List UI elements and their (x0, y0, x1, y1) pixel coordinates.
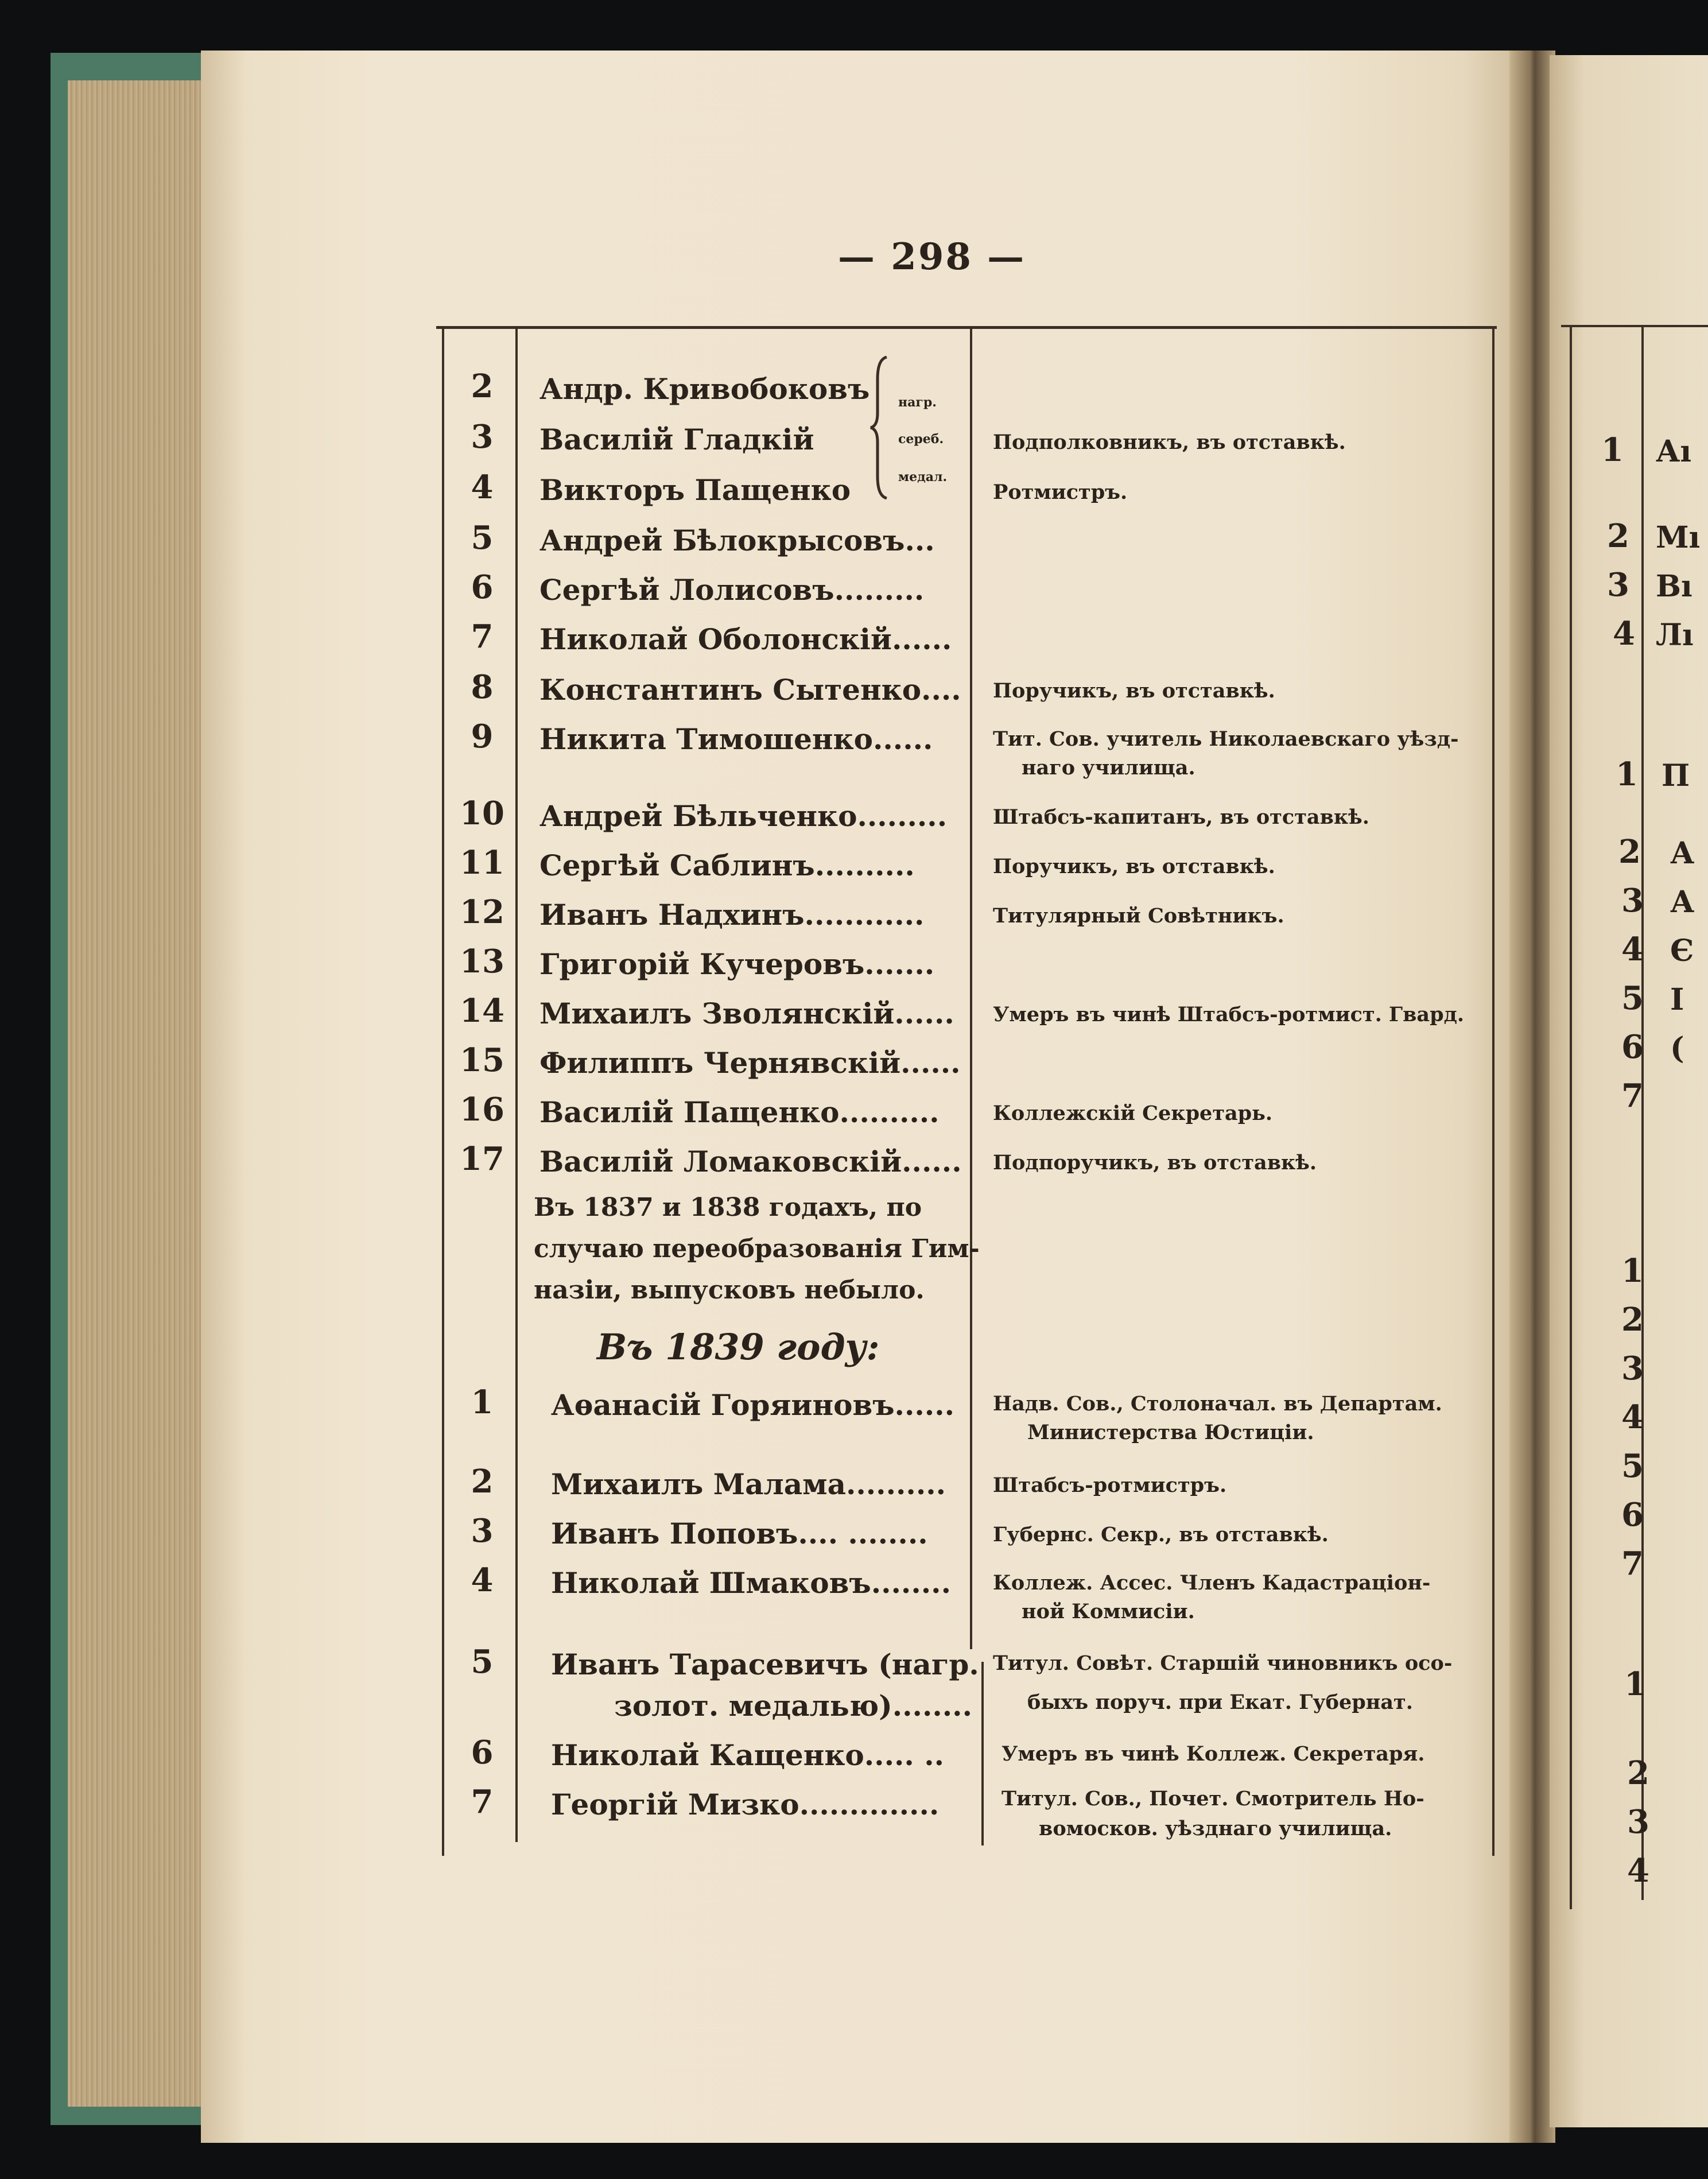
student-name: Иванъ Поповъ.... ........ (551, 1517, 928, 1550)
row-number: 17 (460, 1140, 504, 1178)
brace-mark (869, 356, 890, 499)
right-page-number: 7 (1621, 1077, 1644, 1115)
number-column-rule (515, 329, 518, 1842)
student-name: Василій Гладкій (539, 422, 814, 456)
student-name: Иванъ Тарасевичъ (нагр. (551, 1647, 979, 1681)
career-note: Штабсъ-капитанъ, въ отставкѣ. (993, 805, 1369, 829)
right-page-number: 4 (1621, 930, 1644, 968)
note-paragraph-line: случаю переобразованія Гим- (534, 1234, 980, 1263)
row-number: 2 (471, 1463, 494, 1501)
name-column-rule (970, 329, 972, 1649)
right-page-table-rule (1570, 325, 1572, 1909)
student-name: Михаилъ Малама.......... (551, 1467, 946, 1501)
row-number: 9 (471, 718, 494, 755)
student-name: Никита Тимошенко...... (539, 722, 933, 756)
row-number: 14 (460, 992, 504, 1030)
student-name: Сергѣй Саблинъ.......... (539, 848, 915, 882)
row-number: 5 (471, 519, 494, 557)
table-right-rule (1492, 329, 1495, 1856)
right-page-fragment: А (1670, 885, 1695, 920)
student-name-continued: золот. медалью)........ (614, 1689, 972, 1723)
career-note: Коллеж. Ассес. Членъ Кадастраціон- (993, 1571, 1431, 1595)
career-note: Коллежскій Секретарь. (993, 1102, 1273, 1125)
row-number: 2 (471, 367, 494, 405)
student-name: Сергѣй Лолисовъ......... (539, 573, 925, 607)
right-page-fragment: Лı (1656, 618, 1694, 653)
right-page-number: 1 (1616, 755, 1638, 793)
right-page-number: 2 (1618, 833, 1641, 871)
row-number: 4 (471, 1561, 494, 1599)
career-note-continued: наго училища. (1022, 756, 1195, 780)
row-number: 8 (471, 668, 494, 706)
career-note: Титул. Совѣт. Старшій чиновникъ осо- (993, 1651, 1453, 1675)
table-top-rule (436, 326, 1497, 329)
career-note: Титул. Сов., Почет. Смотритель Но- (1001, 1787, 1424, 1810)
right-page-number: 3 (1621, 882, 1644, 920)
student-name: Андрей Бѣлокрысовъ... (539, 524, 935, 557)
right-page-number: 4 (1627, 1852, 1649, 1890)
student-name: Михаилъ Зволянскій...... (539, 997, 954, 1030)
row-number: 12 (460, 893, 504, 931)
career-note: Подполковникъ, въ отставкѣ. (993, 431, 1346, 454)
career-note: Титулярный Совѣтникъ. (993, 904, 1284, 928)
student-name: Николай Шмаковъ........ (551, 1566, 951, 1600)
right-page (1550, 55, 1708, 2127)
page-block-edge (68, 80, 211, 2107)
career-note: Умеръ въ чинѣ Штабсъ-ротмист. Гвард. (993, 1003, 1465, 1026)
student-name: Григорій Кучеровъ....... (539, 947, 935, 981)
row-number: 11 (460, 844, 504, 882)
student-name: Андрей Бѣльченко......... (539, 799, 948, 833)
row-number: 10 (460, 794, 504, 832)
brace-label: сереб. (898, 432, 944, 447)
brace-label: нагр. (898, 395, 937, 410)
career-note: Подпоручикъ, въ отставкѣ. (993, 1151, 1317, 1174)
row-number: 15 (460, 1041, 504, 1079)
student-name: Константинъ Сытенко.... (539, 673, 961, 707)
student-name: Аѳанасій Горяиновъ...... (551, 1388, 955, 1422)
right-page-number: 7 (1621, 1545, 1644, 1583)
career-note: Тит. Сов. учитель Николаевскаго уѣзд- (993, 727, 1459, 751)
right-page-number: 6 (1621, 1028, 1644, 1066)
name-column-rule-lower (981, 1662, 984, 1845)
career-note: Штабсъ-ротмистръ. (993, 1474, 1227, 1497)
right-page-number: 1 (1621, 1252, 1644, 1290)
right-page-top-rule (1561, 325, 1708, 327)
row-number: 4 (471, 468, 494, 506)
row-number: 16 (460, 1091, 504, 1129)
brace-label: медал. (898, 470, 948, 484)
right-page-number: 5 (1621, 979, 1644, 1017)
row-number: 3 (471, 418, 494, 456)
right-page-fragment: П (1662, 758, 1690, 793)
right-page-fragment: І (1670, 982, 1684, 1017)
career-note: Губернс. Секр., въ отставкѣ. (993, 1523, 1329, 1546)
student-name: Василій Пащенко.......... (539, 1095, 940, 1129)
student-name: Георгій Мизко.............. (551, 1788, 940, 1821)
right-page-number: 1 (1624, 1665, 1647, 1703)
career-note: Умеръ въ чинѣ Коллеж. Секретаря. (1001, 1742, 1425, 1766)
right-page-number: 5 (1621, 1447, 1644, 1485)
row-number: 5 (471, 1643, 494, 1681)
career-note-continued: Министерства Юстиціи. (1027, 1421, 1314, 1444)
right-page-fragment: Mı (1656, 520, 1701, 555)
career-note-continued: вомосков. уѣзднаго училища. (1039, 1817, 1392, 1840)
right-page-number: 1 (1601, 431, 1624, 469)
student-name: Филиппъ Чернявскій...... (539, 1046, 961, 1080)
row-number: 6 (471, 1734, 494, 1771)
right-page-number: 4 (1621, 1398, 1644, 1436)
career-note: Надв. Сов., Столоначал. въ Департам. (993, 1392, 1442, 1416)
right-page-number: 4 (1613, 615, 1635, 653)
note-paragraph-line: Въ 1837 и 1838 годахъ, по (534, 1193, 922, 1222)
row-number: 1 (471, 1383, 494, 1421)
career-note: Поручикъ, въ отставкѣ. (993, 855, 1275, 878)
right-page-number: 3 (1621, 1350, 1644, 1387)
student-name: Николай Кащенко..... .. (551, 1738, 945, 1772)
note-paragraph-line: назіи, выпусковъ небыло. (534, 1275, 925, 1305)
right-page-number: 3 (1627, 1803, 1649, 1841)
career-note: Поручикъ, въ отставкѣ. (993, 679, 1275, 703)
row-number: 7 (471, 618, 494, 656)
student-name: Андр. Кривобоковъ (539, 372, 870, 406)
career-note: Ротмистръ. (993, 480, 1128, 504)
right-page-number: 2 (1621, 1301, 1644, 1339)
student-name: Николай Оболонскій...... (539, 622, 952, 656)
right-page-number: 2 (1627, 1754, 1649, 1792)
right-page-number: 3 (1607, 566, 1629, 604)
right-page-fragment: ( (1670, 1031, 1684, 1066)
right-page-fragment: Є (1670, 933, 1694, 968)
row-number: 3 (471, 1512, 494, 1550)
section-heading: Въ 1839 году: (597, 1326, 880, 1368)
table-left-rule (442, 329, 444, 1856)
page-number: — 298 — (838, 235, 1026, 278)
right-page-fragment: А (1670, 836, 1695, 871)
student-name: Иванъ Надхинъ............ (539, 898, 925, 932)
row-number: 13 (460, 943, 504, 980)
right-page-number: 2 (1607, 517, 1629, 555)
career-note-continued: быхъ поруч. при Екат. Губернат. (1027, 1691, 1413, 1714)
book-gutter (1509, 51, 1555, 2143)
right-page-fragment: Вı (1656, 569, 1693, 604)
career-note-continued: ной Коммисіи. (1022, 1600, 1195, 1623)
right-page-fragment: Аı (1656, 434, 1692, 469)
right-page-number: 6 (1621, 1496, 1644, 1534)
row-number: 6 (471, 568, 494, 606)
student-name: Василій Ломаковскій...... (539, 1145, 962, 1178)
student-name: Викторъ Пащенко (539, 473, 851, 507)
row-number: 7 (471, 1783, 494, 1821)
